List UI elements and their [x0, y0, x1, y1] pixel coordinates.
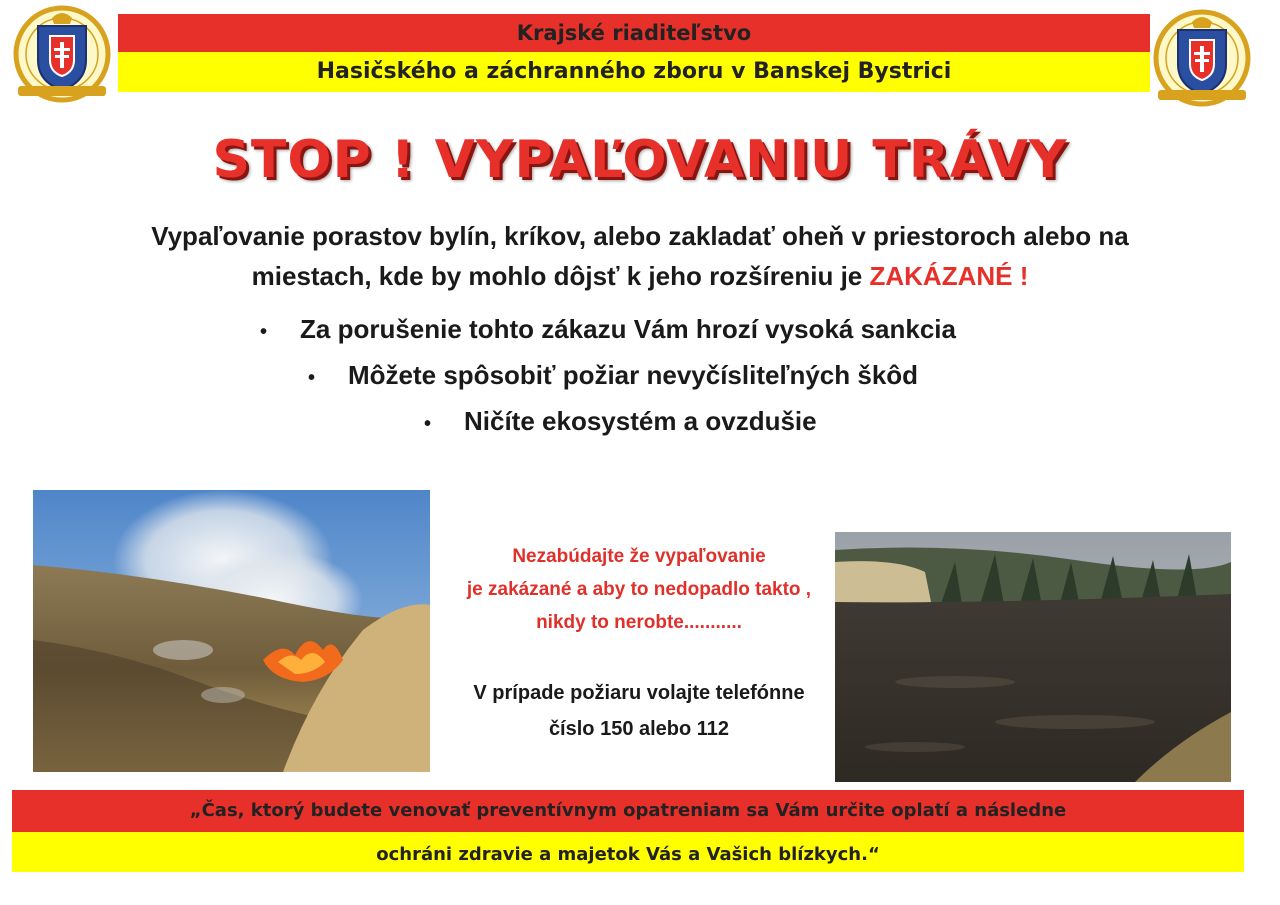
bullet-item	[424, 406, 817, 437]
burning-grass-photo	[33, 490, 430, 772]
emergency-line: číslo 150 alebo 112	[548, 718, 730, 740]
intro-text: Vypaľovanie porastov bylín, kríkov, alebo zakladať oheň v priestoroch alebo na miestach, kde by mohlo dôjsť k jeho rozšíreniu je	[151, 221, 1129, 291]
bullet-text: Za porušenie tohto zákazu Vám hrozí vysoká sankcia	[300, 314, 956, 344]
footer-quote-line-2: ochráni zdravie a majetok Vás a Vašich blízkych.“	[376, 844, 880, 865]
emergency-line: V prípade požiaru volajte telefónne	[473, 682, 805, 704]
bullet-text: Ničíte ekosystém a ovzdušie	[464, 406, 817, 436]
bullet-dot-icon: •	[260, 321, 268, 343]
page-title: STOP ! VYPAĽOVANIU TRÁVY	[212, 130, 1068, 190]
burnt-field-photo	[835, 532, 1231, 782]
reminder-line: nikdy to nerobte...........	[536, 612, 742, 633]
bullet-item	[308, 360, 918, 391]
bullet-text: Môžete spôsobiť požiar nevyčísliteľných škôd	[348, 360, 919, 390]
intro-paragraph	[100, 216, 1180, 296]
bullet-dot-icon: •	[308, 367, 316, 389]
emergency-text	[440, 675, 838, 747]
firefighter-crest-icon	[1152, 8, 1252, 108]
reminder-line: je zakázané a aby to nedopadlo takto ,	[466, 579, 812, 600]
firefighter-crest-icon	[12, 4, 112, 104]
prohibited-highlight: ZAKÁZANÉ !	[869, 261, 1029, 291]
header-line-1: Krajské riaditeľstvo	[516, 21, 752, 45]
bullet-dot-icon: •	[424, 413, 432, 435]
header-line-2: Hasičského a záchranného zboru v Banskej Bystrici	[316, 59, 952, 84]
bullet-item	[260, 314, 956, 345]
reminder-text	[440, 540, 838, 639]
footer-quote-line-1: „Čas, ktorý budete venovať preventívnym opatreniam sa Vám určite oplatí a následne	[189, 800, 1067, 821]
reminder-line: Nezabúdajte že vypaľovanie	[512, 546, 766, 567]
